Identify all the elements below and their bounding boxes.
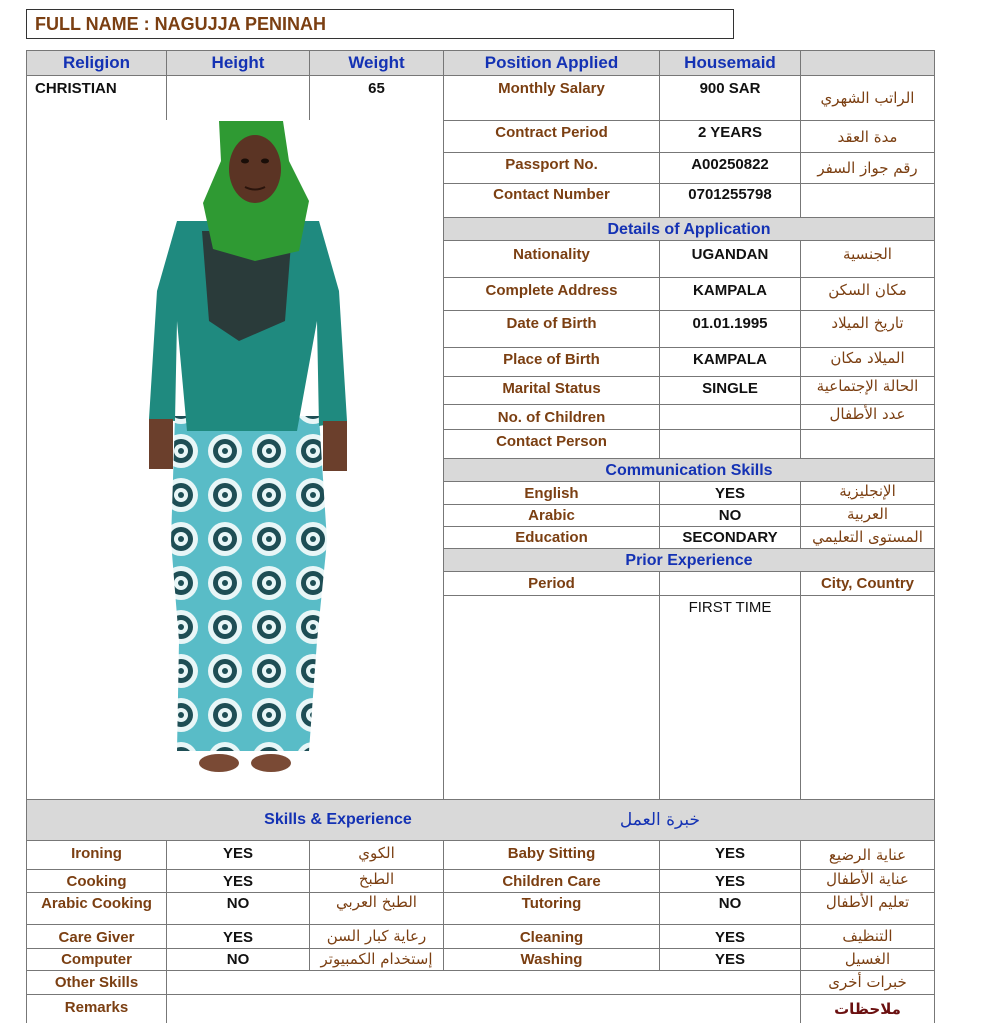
weight-value: 65: [368, 79, 385, 97]
contact-number-value: 0701255798: [688, 185, 772, 203]
skill-arabic-cooking-arabic: الطبخ العربي: [336, 892, 417, 911]
applicant-photo: [27, 121, 443, 798]
salary-label: Monthly Salary: [498, 79, 605, 97]
education-label: Education: [515, 529, 588, 546]
contact-person-arabic: [801, 430, 934, 452]
contact-number-arabic: [801, 184, 934, 217]
skill-ironing-label: Ironing: [71, 844, 122, 862]
pob-value: KAMPALA: [693, 351, 767, 368]
skill-ironing-value: YES: [222, 844, 253, 862]
skill-children-care-value: YES: [714, 872, 745, 890]
nationality-arabic: الجنسية: [843, 245, 892, 263]
skill-computer-value: NO: [226, 951, 250, 968]
position-header: Position Applied: [484, 53, 619, 72]
height-value: [167, 76, 309, 100]
salary-arabic: الراتب الشهري: [820, 89, 915, 107]
children-label: No. of Children: [497, 408, 606, 426]
skill-tutoring-value: NO: [718, 895, 742, 912]
skill-ironing-arabic: الكوي: [358, 844, 395, 862]
skill-cooking-label: Cooking: [66, 872, 127, 890]
dob-arabic: تاريخ الميلاد: [831, 314, 904, 332]
religion-header: Religion: [62, 53, 131, 72]
skill-cleaning-value: YES: [714, 928, 745, 946]
marital-arabic: الحالة الإجتماعية: [816, 377, 919, 395]
skill-cleaning-arabic: التنظيف: [842, 927, 893, 945]
skill-washing-arabic: الغسيل: [844, 949, 891, 968]
skill-cooking-arabic: الطبخ: [358, 870, 395, 888]
skill-cleaning-label: Cleaning: [519, 928, 584, 946]
skill-tutoring-label: Tutoring: [521, 895, 582, 912]
skill-baby-sitting-arabic: عناية الرضيع: [828, 846, 907, 864]
english-label: English: [524, 484, 579, 502]
contract-label: Contract Period: [495, 123, 608, 141]
skill-children-care-arabic: عناية الأطفال: [826, 870, 909, 888]
skill-care-giver-label: Care Giver: [58, 928, 135, 946]
skill-care-giver-arabic: رعاية كبار السن: [326, 927, 427, 945]
arabic-language-label: Arabic: [528, 507, 575, 524]
nationality-value: UGANDAN: [691, 245, 769, 263]
skill-arabic-cooking-label: Arabic Cooking: [41, 895, 152, 912]
height-header: Height: [211, 53, 265, 72]
position-value: Housemaid: [684, 53, 776, 72]
skills-title: Skills & Experience: [264, 811, 412, 828]
communication-title: Communication Skills: [605, 461, 773, 479]
nationality-label: Nationality: [513, 245, 590, 263]
pob-arabic: الميلاد مكان: [830, 349, 905, 367]
details-title: Details of Application: [607, 220, 771, 238]
dob-value: 01.01.1995: [692, 314, 768, 332]
passport-value: A00250822: [691, 155, 769, 173]
skill-tutoring-arabic: تعليم الأطفال: [825, 892, 910, 911]
skill-computer-arabic: إستخدام الكمبيوتر: [320, 949, 433, 968]
arabic-language-arabic: العربية: [847, 504, 888, 523]
salary-value: 900 SAR: [699, 79, 761, 97]
skill-washing-label: Washing: [520, 951, 583, 968]
address-arabic: مكان السكن: [828, 281, 907, 299]
remarks-arabic: ملاحظات: [834, 1000, 901, 1018]
contact-person-label: Contact Person: [496, 432, 607, 450]
contract-value: 2 YEARS: [698, 123, 762, 141]
contract-arabic: مدة العقد: [837, 127, 898, 146]
skill-baby-sitting-value: YES: [714, 844, 745, 862]
passport-arabic: رقم جواز السفر: [817, 159, 918, 177]
experience-period-header: Period: [528, 575, 575, 592]
skills-title-arabic: خبرة العمل: [619, 810, 701, 830]
education-arabic: المستوى التعليمي: [812, 527, 923, 546]
contact-number-label: Contact Number: [493, 185, 610, 203]
weight-header: Weight: [348, 53, 405, 72]
skill-arabic-cooking-value: NO: [226, 895, 250, 912]
religion-value: CHRISTIAN: [35, 79, 117, 97]
dob-label: Date of Birth: [506, 314, 597, 332]
other-skills-label: Other Skills: [54, 973, 139, 991]
children-arabic: عدد الأطفال: [829, 405, 906, 423]
skill-children-care-label: Children Care: [502, 872, 601, 890]
education-value: SECONDARY: [682, 529, 778, 546]
skill-baby-sitting-label: Baby Sitting: [507, 844, 596, 862]
passport-label: Passport No.: [505, 155, 598, 173]
applicant-photo-figure: [27, 121, 443, 798]
marital-label: Marital Status: [502, 379, 601, 397]
marital-value: SINGLE: [702, 379, 758, 397]
pob-label: Place of Birth: [503, 351, 600, 368]
children-value: [660, 405, 800, 429]
skill-care-giver-value: YES: [222, 928, 253, 946]
experience-title: Prior Experience: [625, 551, 753, 569]
arabic-language-value: NO: [718, 507, 742, 524]
remarks-label: Remarks: [64, 998, 129, 1016]
skill-cooking-value: YES: [222, 872, 253, 890]
address-label: Complete Address: [485, 281, 618, 299]
skill-computer-label: Computer: [61, 951, 132, 968]
english-arabic: الإنجليزية: [839, 482, 896, 500]
experience-city-header: City, Country: [820, 575, 915, 592]
full-name: FULL NAME : NAGUJJA PENINAH: [35, 14, 327, 34]
experience-entry: FIRST TIME: [688, 598, 772, 616]
other-skills-arabic: خبرات أخرى: [828, 973, 907, 991]
full-name-box: [26, 9, 734, 39]
contact-person-value: [660, 430, 800, 452]
address-value: KAMPALA: [693, 281, 767, 299]
skill-washing-value: YES: [714, 951, 745, 968]
english-value: YES: [714, 484, 745, 502]
